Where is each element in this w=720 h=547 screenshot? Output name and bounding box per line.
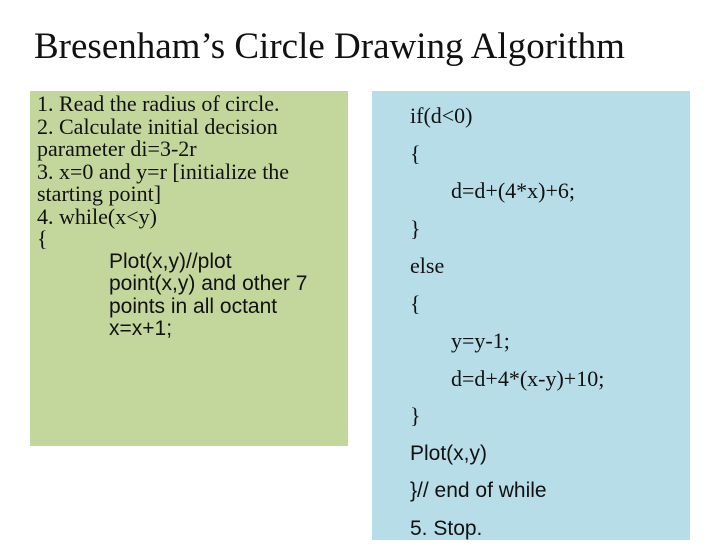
step-line: Plot(x,y)//plot [37, 251, 342, 274]
step-line: x=x+1; [37, 318, 342, 341]
code-line: if(d<0) [410, 97, 690, 135]
code-line: d=d+4*(x-y)+10; [410, 360, 690, 398]
code-line: } [410, 210, 690, 248]
step-line: points in all octant [37, 296, 342, 319]
algorithm-steps-box [30, 91, 348, 446]
step-line: 2. Calculate initial decision [37, 116, 342, 139]
code-line: y=y-1; [410, 322, 690, 360]
step-line: 4. while(x<y) [37, 206, 342, 229]
code-line: Plot(x,y) [410, 435, 690, 473]
code-line: 5. Stop. [410, 510, 690, 547]
code-line: { [410, 135, 690, 173]
code-line: }// end of while [410, 472, 690, 510]
code-line: else [410, 247, 690, 285]
code-line: { [410, 285, 690, 323]
slide-title: Bresenham’s Circle Drawing Algorithm [34, 24, 625, 70]
step-line: starting point] [37, 183, 342, 206]
algorithm-code-box [372, 91, 690, 540]
step-line: point(x,y) and other 7 [37, 273, 342, 296]
step-line: 3. x=0 and y=r [initialize the [37, 161, 342, 184]
step-line: parameter di=3-2r [37, 138, 342, 161]
step-line: { [37, 228, 342, 251]
code-line: d=d+(4*x)+6; [410, 172, 690, 210]
step-line: 1. Read the radius of circle. [37, 93, 342, 116]
code-line: } [410, 397, 690, 435]
